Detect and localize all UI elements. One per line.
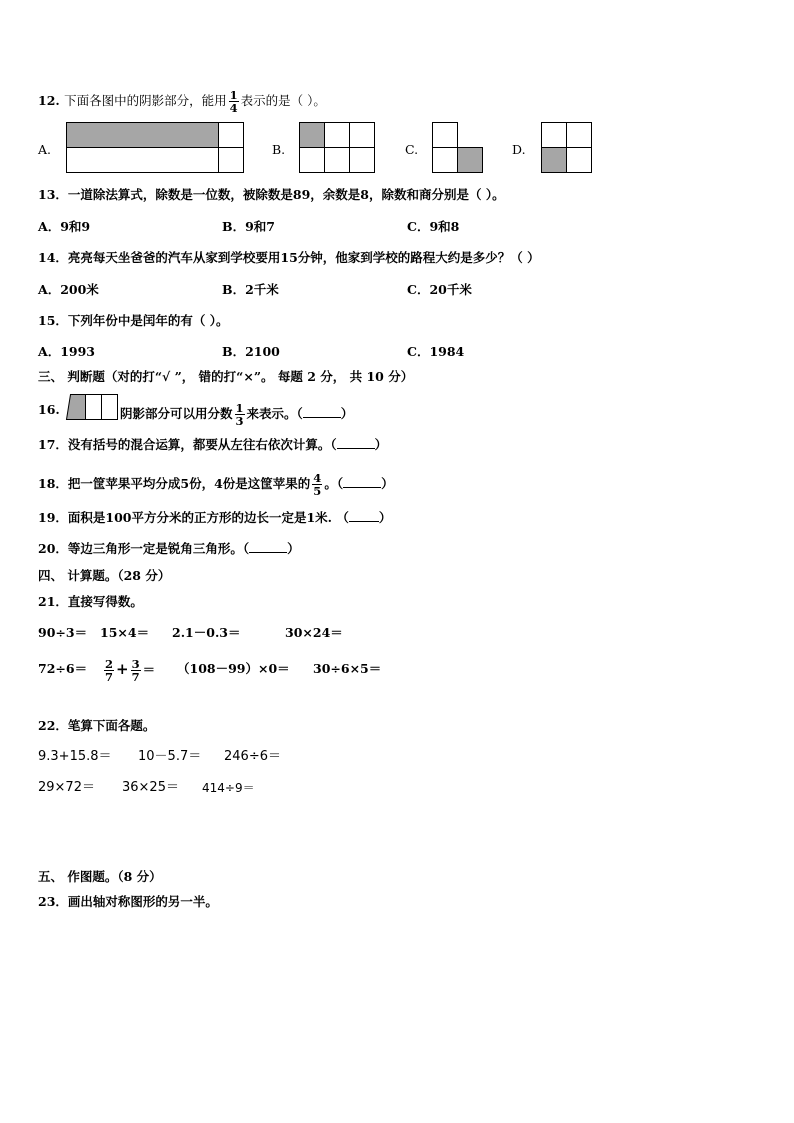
q21-item-1: 90÷3＝	[38, 625, 88, 640]
q14-option-b: B．2千米	[222, 282, 279, 297]
q13-stem: 13．一道除法算式，除数是一位数，被除数是89，余数是8，除数和商分别是（ ）。	[38, 187, 505, 202]
q20-close: ）	[287, 541, 300, 556]
q15-option-b: B．2100	[222, 344, 280, 359]
q21-item-7: （108－99）×0＝	[177, 661, 290, 676]
q12-option-b-label: B.	[272, 142, 286, 157]
q21-item-6	[102, 652, 155, 687]
q21-frac-1-den: 7	[105, 670, 114, 684]
q16-frac-num: 1	[235, 401, 244, 415]
q17-stem	[38, 437, 387, 453]
q21-item-3: 2.1－0.3＝	[172, 625, 241, 640]
q23-stem: 23．画出轴对称图形的另一半。	[38, 894, 218, 909]
q18-fraction	[312, 472, 322, 497]
q15-stem: 15．下列年份中是闰年的有（ ）。	[38, 313, 229, 328]
q17-close: ）	[374, 437, 388, 452]
q22-item-6: 414÷9＝	[202, 781, 255, 795]
q22-item-2: 10－5.7＝	[138, 749, 202, 764]
q22-item-5: 36×25＝	[122, 780, 179, 795]
q12-option-c-label: C.	[405, 142, 419, 157]
q12-number: 12.	[38, 93, 60, 108]
q20-stem	[38, 541, 300, 557]
q16-figure	[66, 394, 118, 420]
q18-text-after: 。（	[324, 476, 344, 491]
q12-option-a-label: A.	[38, 142, 52, 157]
section-4-heading: 四、 计算题。（28 分）	[38, 568, 171, 583]
q19-close: ）	[378, 510, 392, 525]
q21-item-5: 72÷6＝	[38, 661, 88, 676]
q21-frac-1	[104, 658, 114, 683]
q12-fraction	[229, 89, 239, 114]
q17-answer-blank[interactable]	[337, 438, 375, 449]
q18-frac-den: 5	[313, 484, 322, 498]
q21-frac-1-num: 2	[105, 657, 114, 671]
q22-item-1: 9.3+15.8＝	[38, 749, 112, 764]
q13-option-b: B．9和7	[222, 219, 275, 234]
q21-equals: ＝	[142, 662, 156, 677]
q20-answer-blank[interactable]	[249, 542, 287, 553]
q18-answer-blank[interactable]	[343, 477, 381, 488]
q21-frac-2	[131, 658, 141, 683]
q15-option-a: A．1993	[38, 344, 95, 359]
q16-number: 16.	[38, 402, 60, 417]
q16-answer-blank[interactable]	[303, 407, 341, 418]
q21-item-8: 30÷6×5＝	[313, 661, 382, 676]
q14-option-c: C．20千米	[407, 282, 472, 297]
q15-option-c: C．1984	[407, 344, 465, 359]
q21-plus: +	[116, 660, 129, 678]
q12-figure-c	[432, 122, 484, 174]
section-5-heading: 五、 作图题。（8 分）	[38, 869, 162, 884]
q21-frac-2-num: 3	[131, 657, 140, 671]
q12-frac-den: 4	[229, 101, 238, 115]
q22-title: 22．笔算下面各题。	[38, 718, 156, 733]
q21-title: 21．直接写得数。	[38, 594, 143, 609]
q16-fraction	[235, 402, 245, 427]
q12-option-d-label: D.	[512, 142, 526, 157]
q14-option-a: A．200米	[38, 282, 99, 297]
q16-frac-den: 3	[235, 414, 244, 428]
q19-stem	[38, 510, 391, 526]
q13-option-a: A．9和9	[38, 219, 91, 234]
q19-answer-blank[interactable]	[349, 511, 379, 522]
q17-text: 17．没有括号的混合运算，都要从左往右依次计算。（	[38, 437, 337, 452]
q19-text: 19．面积是100平方分米的正方形的边长一定是1米. （	[38, 510, 349, 525]
q12-frac-num: 1	[229, 88, 238, 102]
q13-option-c: C．9和8	[407, 219, 460, 234]
q14-stem: 14．亮亮每天坐爸爸的汽车从家到学校要用15分钟，他家到学校的路程大约是多少？（ ）	[38, 250, 540, 265]
q12-stem	[38, 89, 326, 114]
q20-text: 20．等边三角形一定是锐角三角形。（	[38, 541, 250, 556]
q22-item-4: 29×72＝	[38, 780, 95, 795]
section-3-heading: 三、 判断题（对的打“√ ”， 错的打“×”。 每题 2 分， 共 10 分）	[38, 369, 414, 384]
q18-frac-num: 4	[313, 471, 322, 485]
q18-text-before: 18．把一筐苹果平均分成5份，4份是这筐苹果的	[38, 476, 311, 491]
q18-close: ）	[381, 476, 394, 491]
q12-text-after: 表示的是（ ）。	[240, 93, 326, 108]
q12-figure-a	[66, 122, 244, 174]
q16-text-before: 阴影部分可以用分数	[120, 406, 233, 421]
q18-stem	[38, 472, 394, 497]
q21-item-4: 30×24＝	[285, 625, 343, 640]
q22-item-3: 246÷6＝	[224, 749, 281, 764]
q21-item-2: 15×4＝	[100, 625, 150, 640]
q16-close: ）	[340, 406, 354, 421]
q16-stem	[120, 402, 353, 427]
q12-figure-b	[299, 122, 375, 174]
q16-text-after: 来表示。（	[246, 406, 303, 421]
q12-figure-d	[541, 122, 593, 174]
q12-text-before: 下面各图中的阴影部分，能用	[64, 93, 227, 108]
q21-frac-2-den: 7	[131, 670, 140, 684]
